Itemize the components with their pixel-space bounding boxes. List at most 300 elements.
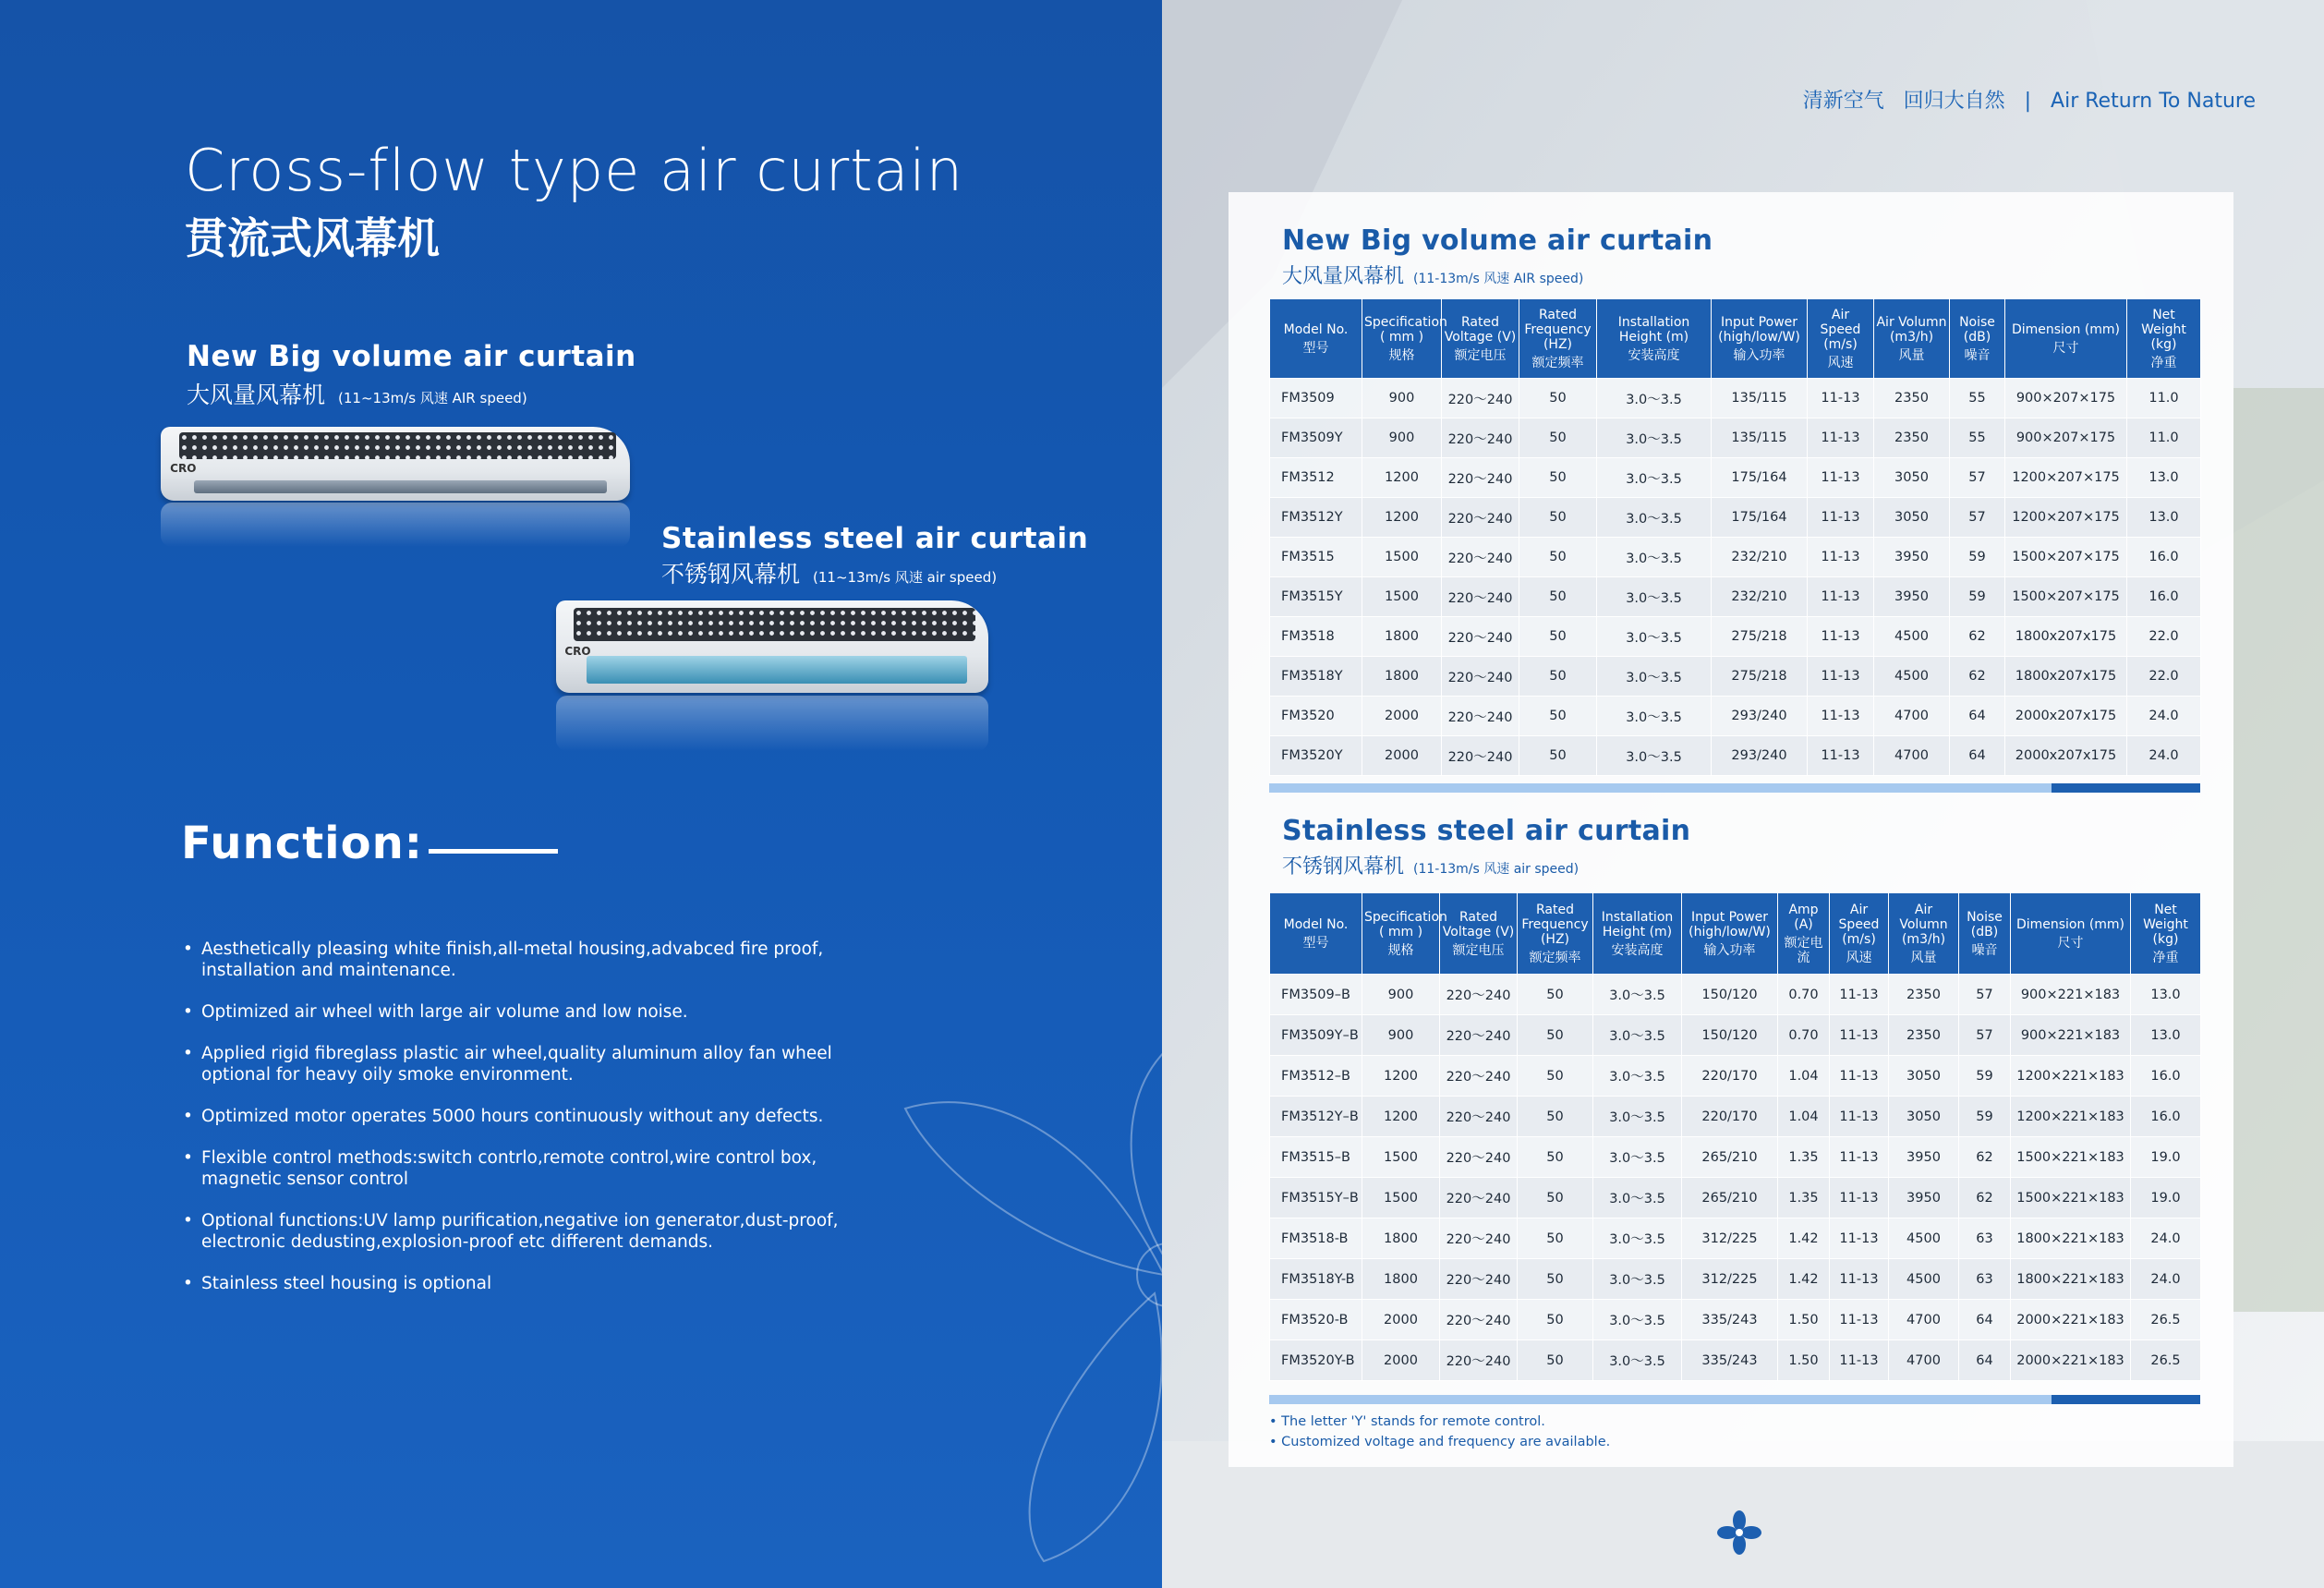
table-cell: 293/240 — [1712, 736, 1808, 776]
table-cell: 900×221×183 — [2011, 1015, 2131, 1056]
bar-light — [1269, 1395, 2052, 1404]
column-header-en: Rated Voltage (V) — [1442, 909, 1515, 939]
table-cell: 50 — [1519, 657, 1597, 697]
table-cell: 1200×207×175 — [2005, 458, 2127, 498]
column-header — [1808, 299, 1874, 379]
table-cell: 3.0～3.5 — [1593, 975, 1682, 1015]
column-header — [1519, 299, 1597, 379]
table-cell: 2000 — [1362, 1300, 1440, 1340]
fan-outline-icon — [887, 979, 1162, 1570]
column-header — [1597, 299, 1712, 379]
column-header — [1874, 299, 1950, 379]
table-cell: 3050 — [1874, 498, 1950, 538]
column-header — [1270, 299, 1362, 379]
table-cell: 1200 — [1362, 1097, 1440, 1137]
right-page — [1162, 0, 2324, 1588]
column-header-cn: 尺寸 — [2052, 340, 2079, 356]
model-cell: FM3520Y — [1270, 736, 1362, 776]
column-header-en: Input Power (high/low/W) — [1718, 314, 1800, 345]
column-header — [1593, 893, 1682, 975]
table-cell: 63 — [1959, 1218, 2011, 1259]
table-cell: 175/164 — [1712, 458, 1808, 498]
table-cell: 50 — [1519, 577, 1597, 617]
column-header — [1712, 299, 1808, 379]
table-cell: 1500 — [1362, 1137, 1440, 1178]
function-heading: Function: — [181, 818, 423, 869]
model-cell: FM3515 — [1270, 538, 1362, 577]
table-row — [1270, 617, 2201, 657]
table-cell: 63 — [1959, 1259, 2011, 1300]
table-row — [1270, 1097, 2201, 1137]
table-cell: 55 — [1950, 418, 2005, 458]
table-cell: 2000x207x175 — [2005, 697, 2127, 736]
column-header — [1362, 893, 1447, 975]
table-row — [1270, 1137, 2201, 1178]
table-cell: 1800 — [1362, 1259, 1440, 1300]
column-header-cn: 型号 — [1302, 340, 1329, 356]
table-cell: 220～240 — [1442, 418, 1519, 458]
table-cell: 4500 — [1874, 617, 1950, 657]
table-body — [1270, 975, 2201, 1381]
product2-speed: (11~13m/s 风速 air speed) — [813, 569, 998, 586]
table-cell: 3.0～3.5 — [1597, 498, 1712, 538]
table-cell: 1800×221×183 — [2011, 1259, 2131, 1300]
table-cell: 3.0～3.5 — [1593, 1218, 1682, 1259]
table-cell: 150/120 — [1682, 1015, 1778, 1056]
column-header-en: Air Volumn (m3/h) — [1899, 902, 1948, 947]
table-cell: 1800x207x175 — [2005, 657, 2127, 697]
table-cell: 50 — [1518, 1259, 1593, 1300]
product1-title-en: New Big volume air curtain — [187, 340, 636, 373]
column-header-en: Rated Frequency (HZ) — [1524, 307, 1592, 352]
table-cell: 1.42 — [1778, 1218, 1830, 1259]
table-cell: 293/240 — [1712, 697, 1808, 736]
table-cell: 220～240 — [1440, 1015, 1518, 1056]
table-cell: 3.0～3.5 — [1593, 1178, 1682, 1218]
column-header — [1270, 893, 1362, 975]
table-cell: 11-13 — [1808, 577, 1874, 617]
table-header-row — [1270, 299, 2201, 379]
table-cell: 3950 — [1874, 577, 1950, 617]
table-cell: 1500 — [1362, 1178, 1440, 1218]
table-cell: 11-13 — [1830, 1340, 1889, 1381]
table-cell: 4700 — [1874, 697, 1950, 736]
table-cell: 1.50 — [1778, 1300, 1830, 1340]
table-cell: 24.0 — [2127, 697, 2201, 736]
table-cell: 11-13 — [1830, 1137, 1889, 1178]
column-header-cn: 额定电压 — [1454, 347, 1507, 363]
bar-dark — [2052, 1395, 2200, 1404]
table-cell: 64 — [1950, 697, 2005, 736]
table-cell: 3.0～3.5 — [1593, 1015, 1682, 1056]
table-cell: 3.0～3.5 — [1597, 538, 1712, 577]
table-cell: 1200×221×183 — [2011, 1056, 2131, 1097]
model-cell: FM3518-B — [1270, 1218, 1362, 1259]
table-cell: 335/243 — [1682, 1300, 1778, 1340]
table-cell: 11-13 — [1830, 1259, 1889, 1300]
product1-title-cn — [187, 377, 527, 410]
model-cell: FM3512Y — [1270, 498, 1362, 538]
table-cell: 3950 — [1889, 1137, 1959, 1178]
table-cell: 1.42 — [1778, 1259, 1830, 1300]
table-cell: 11-13 — [1808, 498, 1874, 538]
fan-logo-icon — [1716, 1509, 1762, 1556]
table-cell: 11.0 — [2127, 418, 2201, 458]
column-header-en: Rated Voltage (V) — [1444, 314, 1517, 345]
column-header-cn: 尺寸 — [2057, 935, 2084, 951]
table-cell: 1.35 — [1778, 1178, 1830, 1218]
table-cell: 220～240 — [1440, 1218, 1518, 1259]
table-cell: 59 — [1959, 1056, 2011, 1097]
stainless-steel-air-curtain-image — [556, 600, 988, 693]
new-big-volume-spec-table — [1269, 298, 2201, 776]
column-header — [2011, 893, 2131, 975]
table-cell: 3.0～3.5 — [1597, 379, 1712, 418]
table-cell: 50 — [1519, 736, 1597, 776]
column-header-cn: 风量 — [1898, 347, 1925, 363]
table-cell: 1800×221×183 — [2011, 1218, 2131, 1259]
table-cell: 11-13 — [1830, 1056, 1889, 1097]
table-cell: 312/225 — [1682, 1218, 1778, 1259]
table-cell: 1800 — [1362, 657, 1442, 697]
table-cell: 62 — [1950, 617, 2005, 657]
function-item: • Optimized motor operates 5000 hours continuously without any defects. — [183, 1106, 848, 1127]
table-cell: 3.0～3.5 — [1593, 1137, 1682, 1178]
table-cell: 11-13 — [1830, 1097, 1889, 1137]
table-cell: 24.0 — [2131, 1218, 2201, 1259]
function-item: • Applied rigid fibreglass plastic air wheel,quality aluminum alloy fan wheel optional for heavy oily smoke environment. — [183, 1043, 848, 1085]
table-row — [1270, 458, 2201, 498]
column-header-en: Air Speed (m/s) — [1838, 902, 1880, 947]
table-cell: 232/210 — [1712, 577, 1808, 617]
column-header — [2131, 893, 2201, 975]
table-cell: 11-13 — [1830, 1218, 1889, 1259]
table-cell: 3.0～3.5 — [1593, 1056, 1682, 1097]
table-row — [1270, 1340, 2201, 1381]
table-cell: 2350 — [1874, 379, 1950, 418]
column-header — [2005, 299, 2127, 379]
column-header — [1682, 893, 1778, 975]
table1-speed: (11-13m/s 风速 AIR speed) — [1413, 272, 1584, 286]
model-cell: FM3509Y — [1270, 418, 1362, 458]
table-row — [1270, 1178, 2201, 1218]
page-title-cn: 贯流式风幕机 — [185, 213, 440, 263]
table-cell: 900×207×175 — [2005, 379, 2127, 418]
product2-title-en: Stainless steel air curtain — [661, 522, 1089, 555]
column-header-en: Specification ( mm ) — [1364, 909, 1447, 939]
table-cell: 50 — [1518, 1015, 1593, 1056]
table-cell: 220～240 — [1440, 975, 1518, 1015]
table-cell: 1500×207×175 — [2005, 577, 2127, 617]
column-header — [1362, 299, 1447, 379]
table-cell: 50 — [1518, 1340, 1593, 1381]
table-cell: 16.0 — [2131, 1097, 2201, 1137]
table-cell: 220～240 — [1440, 1300, 1518, 1340]
table-cell: 900 — [1362, 418, 1442, 458]
model-cell: FM3520Y-B — [1270, 1340, 1362, 1381]
table-cell: 2000×221×183 — [2011, 1300, 2131, 1340]
table-cell: 4500 — [1889, 1218, 1959, 1259]
table-cell: 2350 — [1889, 975, 1959, 1015]
table-cell: 220～240 — [1440, 1097, 1518, 1137]
product2-name-cn: 不锈钢风幕机 — [661, 561, 801, 588]
stainless-steel-spec-table — [1269, 892, 2201, 1381]
table-cell: 335/243 — [1682, 1340, 1778, 1381]
column-header-cn: 额定电流 — [1784, 935, 1823, 965]
table-cell: 1200 — [1362, 458, 1442, 498]
page-title-en: Cross-flow type air curtain — [185, 137, 964, 204]
tagline: 清新空气 回归大自然 | Air Return To Nature — [1802, 90, 2256, 113]
column-header-cn: 额定频率 — [1531, 355, 1584, 370]
table-cell: 3.0～3.5 — [1597, 736, 1712, 776]
table2-title-cn — [1282, 851, 1579, 879]
table-cell: 220～240 — [1442, 736, 1519, 776]
table-cell: 1200 — [1362, 498, 1442, 538]
table-cell: 11-13 — [1830, 1300, 1889, 1340]
column-header-en: Installation Height (m) — [1601, 909, 1674, 939]
table-cell: 1200×221×183 — [2011, 1097, 2131, 1137]
table-cell: 57 — [1950, 458, 2005, 498]
model-cell: FM3520-B — [1270, 1300, 1362, 1340]
table-cell: 1.04 — [1778, 1097, 1830, 1137]
table-cell: 3050 — [1874, 458, 1950, 498]
product1-speed: (11~13m/s 风速 AIR speed) — [338, 390, 527, 406]
column-header-en: Net Weight (kg) — [2143, 902, 2188, 947]
table-body — [1270, 379, 2201, 776]
model-cell: FM3515–B — [1270, 1137, 1362, 1178]
function-item: • Flexible control methods:switch contrlo,remote control,wire control box, magnetic sensor control — [183, 1147, 848, 1190]
column-header-en: Amp (A) — [1788, 902, 1819, 932]
table-cell: 11-13 — [1808, 617, 1874, 657]
table-cell: 220～240 — [1440, 1340, 1518, 1381]
model-cell: FM3518Y — [1270, 657, 1362, 697]
table-cell: 50 — [1518, 1218, 1593, 1259]
column-header-cn: 安装高度 — [1628, 347, 1680, 363]
table-cell: 275/218 — [1712, 617, 1808, 657]
table-row — [1270, 975, 2201, 1015]
table1-title-en: New Big volume air curtain — [1282, 224, 1713, 257]
table-cell: 3.0～3.5 — [1597, 458, 1712, 498]
table-cell: 59 — [1950, 577, 2005, 617]
column-header-cn: 输入功率 — [1703, 942, 1756, 958]
table-cell: 3.0～3.5 — [1597, 418, 1712, 458]
table-row — [1270, 1218, 2201, 1259]
column-header-cn: 净重 — [2152, 950, 2179, 965]
table-cell: 0.70 — [1778, 975, 1830, 1015]
table-cell: 26.5 — [2131, 1300, 2201, 1340]
table-cell: 4500 — [1889, 1259, 1959, 1300]
curtain-grill — [574, 608, 975, 641]
column-header-cn: 风速 — [1846, 950, 1872, 965]
table-cell: 900 — [1362, 975, 1440, 1015]
table-cell: 275/218 — [1712, 657, 1808, 697]
table-cell: 175/164 — [1712, 498, 1808, 538]
table-cell: 1200×207×175 — [2005, 498, 2127, 538]
table-cell: 59 — [1959, 1097, 2011, 1137]
table-cell: 220～240 — [1442, 379, 1519, 418]
table-cell: 3050 — [1889, 1056, 1959, 1097]
column-header-cn: 额定电压 — [1452, 942, 1505, 958]
product2-title-cn — [661, 556, 997, 589]
column-header-cn: 噪音 — [1971, 942, 1998, 958]
table2-title-en: Stainless steel air curtain — [1282, 815, 1691, 847]
table-cell: 900 — [1362, 379, 1442, 418]
model-cell: FM3512 — [1270, 458, 1362, 498]
column-header-en: Installation Height (m) — [1617, 314, 1690, 345]
table-cell: 1500×221×183 — [2011, 1178, 2131, 1218]
table-cell: 2000×221×183 — [2011, 1340, 2131, 1381]
curtain-logo: CRO — [564, 645, 591, 658]
table-cell: 16.0 — [2127, 538, 2201, 577]
table-cell: 50 — [1519, 538, 1597, 577]
table-row — [1270, 379, 2201, 418]
table-cell: 1.35 — [1778, 1137, 1830, 1178]
table-cell: 1500×221×183 — [2011, 1137, 2131, 1178]
table-cell: 220～240 — [1440, 1137, 1518, 1178]
model-cell: FM3509Y–B — [1270, 1015, 1362, 1056]
table-cell: 1500×207×175 — [2005, 538, 2127, 577]
table-row — [1270, 498, 2201, 538]
model-cell: FM3518 — [1270, 617, 1362, 657]
table-cell: 1.50 — [1778, 1340, 1830, 1381]
table-cell: 50 — [1518, 1056, 1593, 1097]
table-cell: 50 — [1519, 379, 1597, 418]
function-underline — [429, 849, 558, 854]
table-cell: 220～240 — [1442, 697, 1519, 736]
curtain-logo: CRO — [170, 462, 197, 476]
column-header-cn: 规格 — [1388, 347, 1415, 363]
table-cell: 220～240 — [1440, 1056, 1518, 1097]
column-header — [1950, 299, 2005, 379]
function-list — [183, 939, 848, 1315]
table-cell: 900×207×175 — [2005, 418, 2127, 458]
product1-name-cn: 大风量风幕机 — [187, 382, 326, 408]
curtain-reflection — [556, 696, 988, 751]
table-cell: 220～240 — [1442, 538, 1519, 577]
bar-light — [1269, 783, 2052, 793]
footnote: • Customized voltage and frequency are available. — [1269, 1435, 1611, 1449]
column-header — [1518, 893, 1593, 975]
column-header — [1830, 893, 1889, 975]
function-item: • Optional functions:UV lamp purification,negative ion generator,dust-proof, electronic dedusting,explosion-proof etc different demands. — [183, 1210, 848, 1253]
table-row — [1270, 1259, 2201, 1300]
table-cell: 50 — [1519, 498, 1597, 538]
column-header — [1778, 893, 1830, 975]
footnotes — [1269, 1412, 1610, 1452]
table2-divider-bar — [1269, 1395, 2200, 1404]
column-header-en: Noise (dB) — [1967, 909, 2003, 939]
table-header-row — [1270, 893, 2201, 975]
table-cell: 50 — [1518, 1097, 1593, 1137]
table-cell: 3950 — [1889, 1178, 1959, 1218]
table-cell: 50 — [1519, 697, 1597, 736]
table-cell: 1500 — [1362, 577, 1442, 617]
table-row — [1270, 1015, 2201, 1056]
column-header-en: Specification ( mm ) — [1364, 314, 1447, 345]
table-cell: 4700 — [1889, 1340, 1959, 1381]
column-header-cn: 噪音 — [1964, 347, 1991, 363]
column-header-cn: 安装高度 — [1611, 942, 1664, 958]
table-cell: 0.70 — [1778, 1015, 1830, 1056]
table-cell: 13.0 — [2127, 458, 2201, 498]
table-cell: 220～240 — [1442, 458, 1519, 498]
table-cell: 2000x207x175 — [2005, 736, 2127, 776]
table-cell: 11-13 — [1808, 736, 1874, 776]
table-cell: 50 — [1518, 1137, 1593, 1178]
table-cell: 11-13 — [1808, 538, 1874, 577]
column-header-en: Rated Frequency (HZ) — [1521, 902, 1589, 947]
model-cell: FM3509–B — [1270, 975, 1362, 1015]
table-cell: 57 — [1959, 975, 2011, 1015]
table-row — [1270, 657, 2201, 697]
table-cell: 64 — [1959, 1300, 2011, 1340]
table-cell: 3.0～3.5 — [1593, 1300, 1682, 1340]
column-header-en: Air Speed (m/s) — [1820, 307, 1861, 352]
table-cell: 2350 — [1874, 418, 1950, 458]
table-cell: 220/170 — [1682, 1097, 1778, 1137]
curtain-outlet — [194, 480, 607, 493]
table-cell: 220～240 — [1442, 657, 1519, 697]
table-cell: 13.0 — [2127, 498, 2201, 538]
table1-name-cn: 大风量风幕机 — [1282, 265, 1405, 288]
table-cell: 11-13 — [1808, 418, 1874, 458]
table-cell: 11-13 — [1808, 697, 1874, 736]
table-cell: 19.0 — [2131, 1178, 2201, 1218]
model-cell: FM3509 — [1270, 379, 1362, 418]
column-header-cn: 输入功率 — [1733, 347, 1785, 363]
column-header-en: Dimension (mm) — [2011, 321, 2121, 337]
table-cell: 900 — [1362, 1015, 1440, 1056]
curtain-grill — [179, 432, 615, 459]
table-cell: 11-13 — [1830, 1178, 1889, 1218]
model-cell: FM3520 — [1270, 697, 1362, 736]
function-item: • Stainless steel housing is optional — [183, 1273, 848, 1294]
table-cell: 2000 — [1362, 736, 1442, 776]
table1-title-cn — [1282, 261, 1583, 289]
table-cell: 2000 — [1362, 1340, 1440, 1381]
column-header-en: Noise (dB) — [1959, 314, 1995, 345]
function-item: • Aesthetically pleasing white finish,all-metal housing,advabced fire proof, installation and maintenance. — [183, 939, 848, 981]
curtain-outlet — [587, 656, 967, 684]
table-cell: 50 — [1519, 418, 1597, 458]
table-row — [1270, 577, 2201, 617]
model-cell: FM3512–B — [1270, 1056, 1362, 1097]
table-cell: 11.0 — [2127, 379, 2201, 418]
table1-divider-bar — [1269, 783, 2200, 793]
table-cell: 59 — [1950, 538, 2005, 577]
table-cell: 1500 — [1362, 538, 1442, 577]
footnote: • The letter 'Y' stands for remote control. — [1269, 1414, 1545, 1429]
column-header-en: Net Weight (kg) — [2141, 307, 2186, 352]
table-row — [1270, 736, 2201, 776]
table-cell: 3.0～3.5 — [1597, 617, 1712, 657]
table-cell: 1800 — [1362, 1218, 1440, 1259]
column-header — [1442, 299, 1519, 379]
table-cell: 62 — [1950, 657, 2005, 697]
column-header — [1889, 893, 1959, 975]
table-cell: 50 — [1519, 458, 1597, 498]
table-cell: 265/210 — [1682, 1137, 1778, 1178]
column-header — [2127, 299, 2201, 379]
table-cell: 135/115 — [1712, 418, 1808, 458]
table-cell: 3.0～3.5 — [1597, 577, 1712, 617]
footnote-text: The letter 'Y' stands for remote control. — [1281, 1414, 1545, 1429]
table-cell: 16.0 — [2127, 577, 2201, 617]
table-cell: 55 — [1950, 379, 2005, 418]
table-cell: 13.0 — [2131, 975, 2201, 1015]
column-header-en: Dimension (mm) — [2015, 916, 2125, 932]
table-row — [1270, 1300, 2201, 1340]
